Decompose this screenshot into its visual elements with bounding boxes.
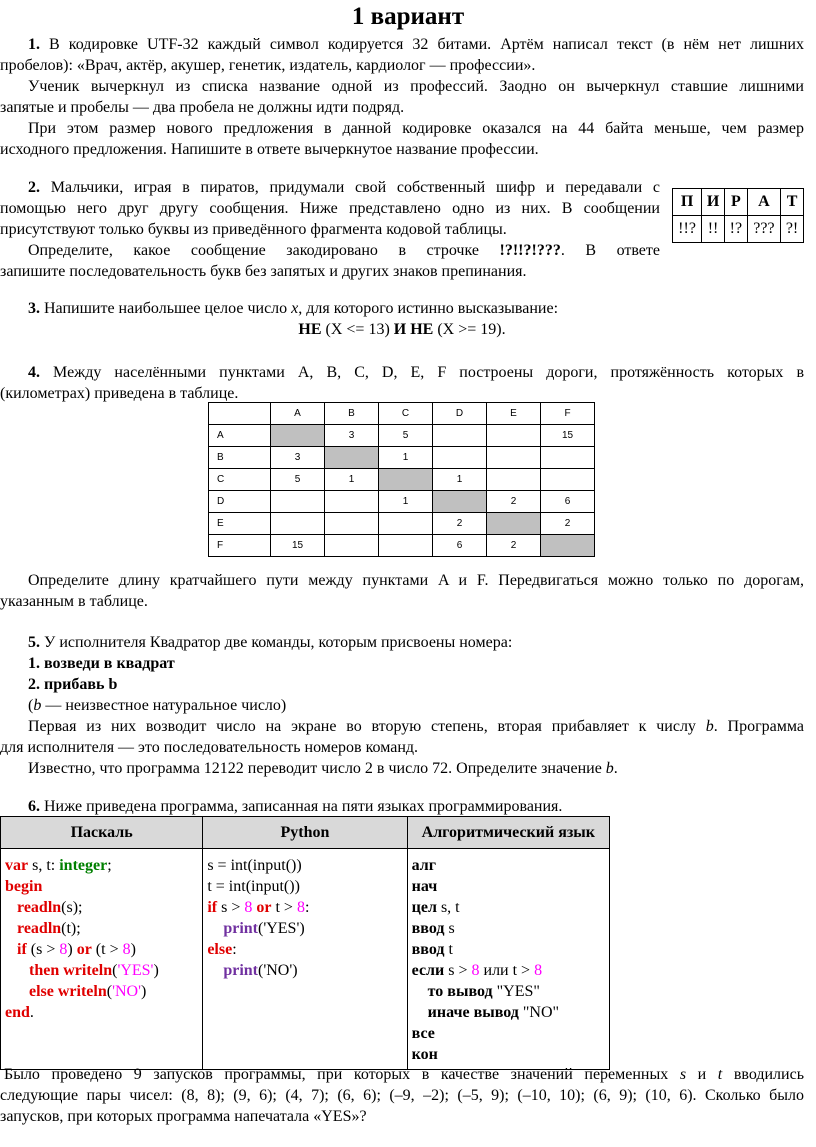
q1-para2-line2: запятые и пробелы — два пробела не должны идти подряд. [0, 99, 405, 116]
distance-cell [271, 491, 325, 513]
distance-header-cell: E [487, 403, 541, 425]
distance-cell: 6 [433, 535, 487, 557]
q4-line1: Между населёнными пунктами A, B, C, D, E, F построены дороги, протяжённость которых в [53, 364, 804, 381]
q1-para3-line1: При этом размер нового предложения в данной кодировке оказался на 44 байта меньше, чем размер [28, 120, 804, 137]
q5-line6: для исполнителя — это последовательность номеров команд. [0, 739, 419, 756]
q2-number: 2. [28, 179, 40, 196]
distance-header-cell [209, 403, 271, 425]
distance-cell [487, 513, 541, 535]
q5-line5: Первая из них возводит число на экране во вторую степень, вторая прибавляет к числу [28, 718, 696, 735]
q6-and: и [697, 1066, 707, 1083]
distance-cell: 2 [487, 491, 541, 513]
cipher-code: !! [702, 216, 725, 243]
cipher-letter: Р [724, 189, 747, 216]
distance-header-cell: B [325, 403, 379, 425]
question-1 [0, 34, 804, 160]
program-header-row [1, 817, 610, 849]
distance-cell [541, 535, 595, 557]
page-title: 1 вариант [351, 3, 465, 30]
q4-line2: (километрах) приведена в таблице. [0, 385, 239, 402]
q6-after-line2: следующие пары чисел: (8, 8); (9, 6); (4, 7); (6, 6); (–9, –2); (–5, 9); (–10, 10); (6, 9); (10, 6). Сколько было [0, 1087, 804, 1104]
q5-var-b: b [33, 697, 42, 714]
question-6 [0, 796, 804, 817]
distance-cell: 1 [325, 469, 379, 491]
q5-line1: У исполнителя Квадратор две команды, которым присвоены номера: [44, 634, 513, 651]
cipher-letter: Т [781, 189, 804, 216]
q4-after-line2: указанным в таблице. [0, 593, 148, 610]
q3-variable: x [291, 300, 299, 317]
q2-line3: присутствуют только буквы из приведённого фрагмента кодовой таблицы. [0, 221, 507, 238]
pascal-header: Паскаль [1, 817, 203, 849]
distance-cell: 3 [271, 447, 325, 469]
q5-number: 5. [28, 634, 40, 651]
distance-header-cell: D [433, 403, 487, 425]
q6-after-line1: Было проведено 9 запусков программы, при которых в качестве значений переменных [4, 1066, 669, 1083]
q5-b-desc: — неизвестное натуральное число) [41, 697, 287, 714]
q3-condition-1: (X <= 13) [325, 321, 390, 338]
q4-after-line1: Определите длину кратчайшего пути между пунктами A и F. Передвигаться можно только по дорогам, [28, 572, 804, 589]
cipher-letter: А [747, 189, 780, 216]
cipher-letter: П [673, 189, 702, 216]
q5-command-1: 1. возведи в квадрат [28, 655, 175, 672]
distance-cell: 3 [325, 425, 379, 447]
q6-var-t: t [717, 1066, 723, 1083]
distance-cell [325, 491, 379, 513]
distance-cell [433, 447, 487, 469]
q2-line5: запишите последовательность букв без запятых и других знаков препинания. [0, 263, 527, 280]
q3-text-end: , для которого истинно высказывание: [298, 300, 559, 317]
distance-cell [541, 447, 595, 469]
program-code-row [1, 849, 610, 1070]
distance-cell: 15 [271, 535, 325, 557]
q3-condition-2: (X >= 19). [437, 321, 506, 338]
distance-cell [379, 469, 433, 491]
cipher-code: ?! [781, 216, 804, 243]
q4-number: 4. [28, 364, 40, 381]
question-4 [0, 362, 804, 404]
q6-number: 6. [28, 798, 40, 815]
distance-row [209, 535, 595, 557]
python-header: Python [203, 817, 407, 849]
distance-cell [433, 491, 487, 513]
q5-line5-var: b [705, 718, 714, 735]
q6-after-line3: запусков, при которых программа напечатала «YES»? [0, 1108, 367, 1125]
distance-cell [271, 513, 325, 535]
q1-number: 1. [28, 36, 40, 53]
q3-and-not: И НЕ [393, 321, 434, 338]
distance-row [209, 469, 595, 491]
distance-cell: 2 [541, 513, 595, 535]
distance-cell [487, 425, 541, 447]
q1-text-line1: В кодировке UTF-32 каждый символ кодируется 32 битами. Артём написал текст (в нём нет лишних [49, 36, 804, 53]
distance-cell [271, 425, 325, 447]
distance-header-row [209, 403, 595, 425]
distance-cell: 1 [379, 447, 433, 469]
algorithmic-code: алг нач цел s, t ввод s ввод t если s > 8 или t > 8 то вывод "YES" иначе вывод "NO" все кон [407, 849, 609, 1070]
python-code: s = int(input()) t = int(input()) if s > 8 or t > 8: print('YES') else: print('NO') [203, 849, 407, 1070]
distance-cell [487, 469, 541, 491]
distance-cell [541, 469, 595, 491]
program-table [0, 816, 610, 1070]
q6-var-s: s [679, 1066, 687, 1083]
distance-cell [379, 513, 433, 535]
distance-cell: 5 [271, 469, 325, 491]
q2-line4-end: . В ответе [560, 242, 660, 259]
distance-row-label: B [209, 447, 271, 469]
distance-cell [379, 535, 433, 557]
q5-line7-var: b [605, 760, 614, 777]
q3-number: 3. [28, 300, 40, 317]
q1-text-line2: пробелов): «Врач, актёр, акушер, генетик, издатель, кардиолог — профессии». [0, 57, 536, 74]
q6-after-line1-end: вводились [733, 1066, 804, 1083]
cipher-code: !? [724, 216, 747, 243]
distance-row-label: A [209, 425, 271, 447]
question-3 [0, 298, 804, 340]
distance-header-cell: C [379, 403, 433, 425]
distance-table [208, 402, 595, 557]
q5-line7-end: . [613, 760, 618, 777]
distance-cell [325, 535, 379, 557]
cipher-table [672, 188, 804, 243]
distance-header-cell: F [541, 403, 595, 425]
distance-cell [325, 513, 379, 535]
distance-cell [325, 447, 379, 469]
q1-para2-line1: Ученик вычеркнул из списка название одной из профессий. Заодно он вычеркнул ставшие лишними [28, 78, 804, 95]
q1-para3-line2: исходного предложения. Напишите в ответе вычеркнутое название профессии. [0, 141, 539, 158]
distance-row-label: C [209, 469, 271, 491]
q2-line2: помощью него друг другу сообщения. Ниже представлено одно из них. В сообщении [0, 200, 660, 217]
distance-row [209, 425, 595, 447]
q5-paren: ( [28, 697, 34, 714]
question-2 [0, 177, 660, 282]
question-5 [0, 632, 804, 779]
distance-row [209, 513, 595, 535]
q2-code-string: !?!!?!??? [499, 242, 561, 259]
distance-cell: 1 [433, 469, 487, 491]
distance-header-cell: A [271, 403, 325, 425]
distance-cell [433, 425, 487, 447]
distance-cell: 15 [541, 425, 595, 447]
distance-cell: 2 [487, 535, 541, 557]
q2-line1: Мальчики, играя в пиратов, придумали свой собственный шифр и передавали с [50, 179, 660, 196]
distance-cell [487, 447, 541, 469]
q5-line5-end: . Программа [713, 718, 805, 735]
distance-row [209, 491, 595, 513]
distance-cell: 2 [433, 513, 487, 535]
distance-row-label: E [209, 513, 271, 535]
question-4-task [0, 570, 804, 612]
q3-text: Напишите наибольшее целое число [44, 300, 288, 317]
distance-row-label: F [209, 535, 271, 557]
q2-line4: Определите, какое сообщение закодировано в строчке [28, 242, 479, 259]
cipher-codes-row [673, 216, 804, 243]
pascal-code: var s, t: integer; begin readln(s); readln(t); if (s > 8) or (t > 8) then writeln('YES') else writeln('NO') end. [1, 849, 203, 1070]
distance-cell: 6 [541, 491, 595, 513]
cipher-letters-row [673, 189, 804, 216]
q3-not-1: НЕ [298, 321, 322, 338]
algorithmic-header: Алгоритмический язык [407, 817, 609, 849]
distance-row [209, 447, 595, 469]
q6-intro: Ниже приведена программа, записанная на пяти языках программирования. [44, 798, 563, 815]
cipher-code: !!? [673, 216, 702, 243]
distance-cell: 5 [379, 425, 433, 447]
distance-row-label: D [209, 491, 271, 513]
distance-cell: 1 [379, 491, 433, 513]
cipher-letter: И [702, 189, 725, 216]
cipher-code: ??? [747, 216, 780, 243]
q5-command-2: 2. прибавь b [28, 676, 118, 693]
question-6-task [0, 1064, 804, 1127]
q5-line7: Известно, что программа 12122 переводит число 2 в число 72. Определите значение [28, 760, 602, 777]
